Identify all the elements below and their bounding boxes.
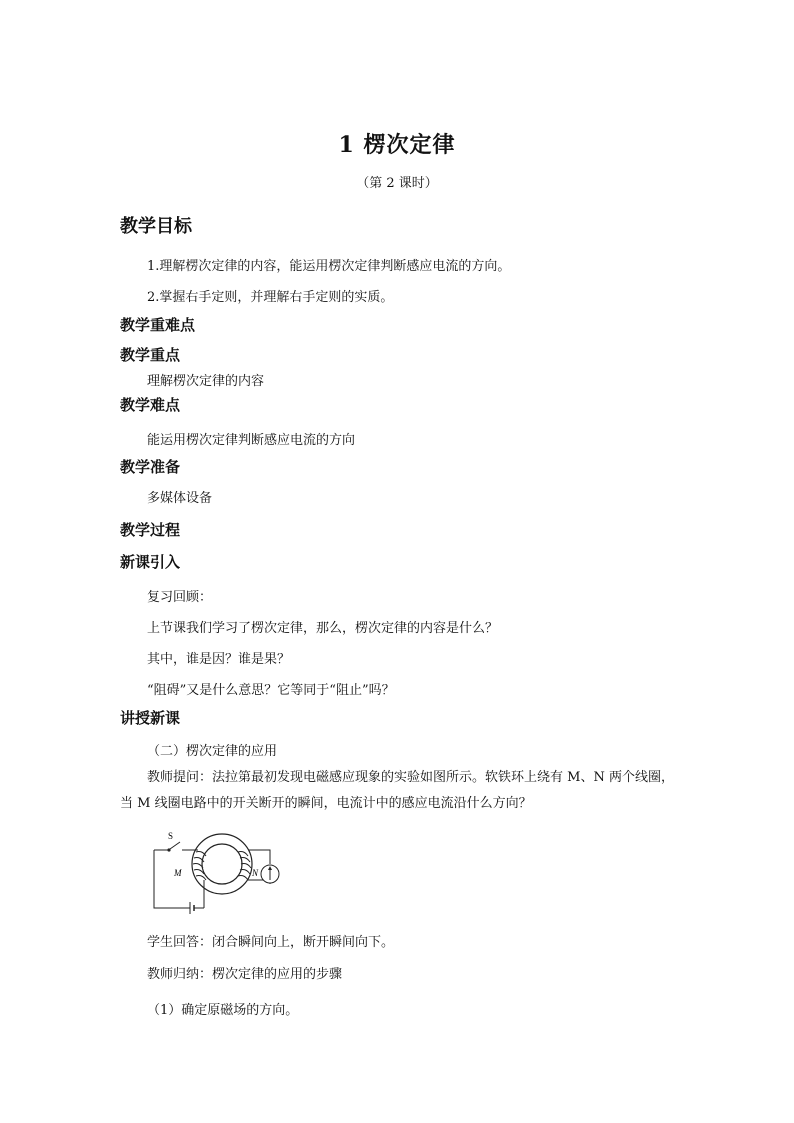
switch-label: S <box>168 831 174 841</box>
question-3: “阻碍”又是什么意思？它等同于“阻止”吗？ <box>147 683 395 698</box>
prep-heading: 教学准备 <box>120 458 181 476</box>
faraday-ring-diagram <box>140 828 300 914</box>
difficult-heading: 教学难点 <box>120 396 181 414</box>
step-1: （1）确定原磁场的方向。 <box>147 1003 299 1018</box>
key-heading: 教学重点 <box>120 346 181 364</box>
difficult-text: 能运用楞次定律判断感应电流的方向 <box>147 433 356 448</box>
part-2-heading: （二）楞次定律的应用 <box>147 744 278 759</box>
page-title: 1 楞次定律 <box>338 132 456 158</box>
teacher-summary: 教师归纳：楞次定律的应用的步骤 <box>147 967 343 982</box>
teacher-question: 教师提问：法拉第最初发现电磁感应现象的实验如图所示。软铁环上绕有 M、N 两个线圈，当 M 线圈电路中的开关断开的瞬间，电流计中的感应电流沿什么方向？ <box>120 770 674 811</box>
goal-1: 1.理解楞次定律的内容，能运用楞次定律判断感应电流的方向。 <box>147 259 511 274</box>
keypoints-heading: 教学重难点 <box>120 316 196 334</box>
question-1: 上节课我们学习了楞次定律，那么，楞次定律的内容是什么？ <box>147 621 499 636</box>
intro-heading: 新课引入 <box>120 553 181 571</box>
coil-n-label: N <box>252 868 259 878</box>
goal-2: 2.掌握右手定则，并理解右手定则的实质。 <box>147 290 394 305</box>
coil-m-label: M <box>174 868 182 878</box>
process-heading: 教学过程 <box>120 521 181 539</box>
student-answer: 学生回答：闭合瞬间向上，断开瞬间向下。 <box>147 935 395 950</box>
prep-text: 多媒体设备 <box>147 491 213 506</box>
review-label: 复习回顾： <box>147 590 213 605</box>
key-text: 理解楞次定律的内容 <box>147 374 265 389</box>
question-2: 其中，谁是因？谁是果？ <box>147 652 291 667</box>
page-subtitle: （第 2 课时） <box>356 176 438 191</box>
goals-heading: 教学目标 <box>120 216 192 237</box>
lesson-heading: 讲授新课 <box>120 709 181 727</box>
